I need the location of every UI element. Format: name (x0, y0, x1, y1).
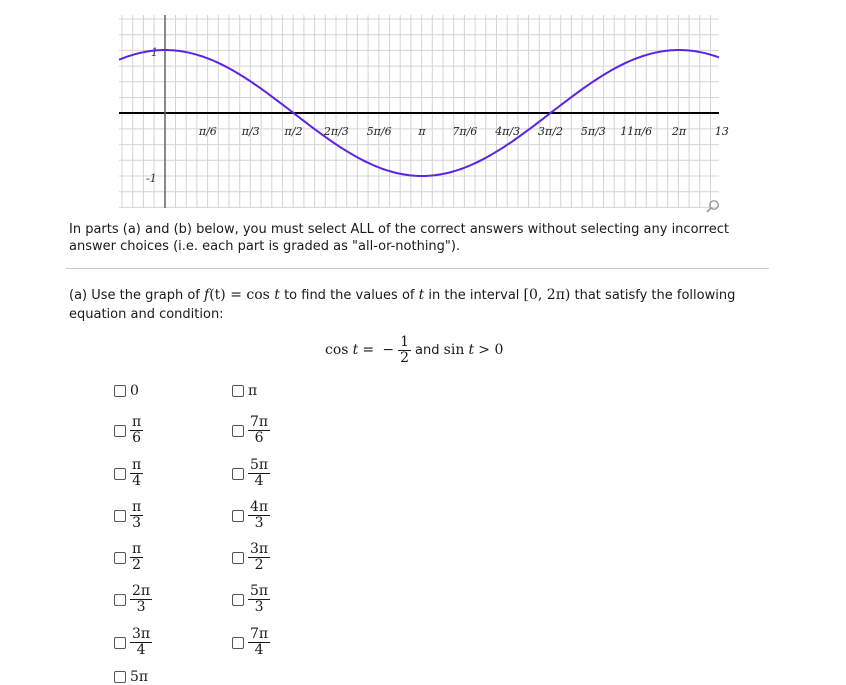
option-left-5[interactable] (114, 584, 152, 615)
x-tick-label: 2π/3 (323, 125, 349, 138)
question-prefix: (a) Use the graph of (69, 288, 200, 303)
option-fraction (248, 500, 270, 531)
option-denominator: 2 (254, 557, 264, 573)
question-interval-text: in the interval (424, 288, 524, 303)
option-checkbox[interactable] (114, 671, 126, 683)
option-denominator: 3 (136, 599, 146, 615)
option-left-4[interactable] (114, 542, 143, 573)
x-tick-label: π/2 (284, 125, 303, 138)
x-tick-label: 7π/6 (452, 125, 478, 138)
option-left-3[interactable] (114, 500, 143, 531)
question-mid: to find the values of (279, 288, 419, 303)
option-numerator: π (132, 414, 142, 430)
x-tick-label: 5π/6 (366, 125, 392, 138)
option-fraction (248, 458, 270, 489)
question-fn-eq: = cos (225, 287, 275, 303)
option-denominator: 3 (132, 515, 142, 531)
y-tick-label-neg1: -1 (146, 172, 157, 185)
option-right-1[interactable] (232, 415, 270, 446)
eq-sin: sin (443, 342, 465, 358)
option-checkbox[interactable] (232, 385, 244, 397)
question-interval: [0, 2π) (523, 287, 571, 303)
option-denominator: 4 (136, 642, 146, 658)
option-checkbox[interactable] (232, 425, 244, 437)
option-right-2[interactable] (232, 458, 270, 489)
option-checkbox[interactable] (232, 468, 244, 480)
equation (325, 328, 503, 372)
magnifier-icon[interactable] (707, 201, 718, 212)
option-checkbox[interactable] (114, 594, 126, 606)
x-tick-label: π/6 (198, 125, 217, 138)
option-checkbox[interactable] (114, 510, 126, 522)
option-value: π (248, 383, 258, 399)
option-denominator: 4 (132, 473, 142, 489)
option-left-7[interactable] (114, 669, 148, 685)
x-tick-label: 13 (714, 125, 729, 138)
eq-numerator: 1 (400, 333, 410, 350)
x-tick-label: 3π/2 (538, 125, 563, 138)
question-fn-arg: (t) (209, 287, 226, 303)
question-text (69, 286, 769, 324)
option-fraction (248, 415, 270, 446)
option-numerator: 2π (132, 583, 151, 599)
question-var: t (418, 287, 425, 303)
x-tick-label: π/3 (241, 125, 260, 138)
x-tick-label: 5π/3 (580, 125, 606, 138)
option-denominator: 4 (254, 473, 264, 489)
option-numerator: 3π (132, 626, 151, 642)
option-checkbox[interactable] (114, 468, 126, 480)
option-checkbox[interactable] (114, 637, 126, 649)
graph-grid (119, 15, 719, 208)
eq-equals: = (362, 342, 375, 358)
option-numerator: 3π (250, 541, 269, 557)
eq-and: and (415, 342, 440, 358)
option-left-2[interactable] (114, 458, 143, 489)
option-checkbox[interactable] (232, 510, 244, 522)
x-tick-label: 2π (671, 125, 687, 138)
option-numerator: π (132, 457, 142, 473)
option-right-4[interactable] (232, 542, 270, 573)
x-tick-label: π (418, 125, 426, 138)
option-fraction (248, 542, 270, 573)
x-tick-label: 11π/6 (620, 125, 653, 138)
option-denominator: 3 (254, 599, 264, 615)
y-tick-label-1: 1 (151, 46, 158, 59)
option-checkbox[interactable] (114, 385, 126, 397)
option-denominator: 6 (254, 430, 264, 446)
option-checkbox[interactable] (114, 425, 126, 437)
option-fraction (130, 627, 152, 658)
option-fraction (130, 415, 143, 446)
option-denominator: 6 (132, 430, 142, 446)
option-numerator: 5π (250, 457, 269, 473)
question-fn-var: t (274, 287, 280, 303)
eq-fraction (398, 335, 411, 366)
option-fraction (248, 584, 270, 615)
eq-gt: > 0 (478, 342, 504, 358)
option-right-3[interactable] (232, 500, 270, 531)
option-numerator: 4π (250, 499, 269, 515)
eq-cos: cos (325, 342, 349, 358)
option-fraction (130, 500, 143, 531)
option-checkbox[interactable] (232, 594, 244, 606)
eq-denominator: 2 (400, 349, 410, 366)
option-numerator: π (132, 499, 142, 515)
divider (66, 268, 769, 269)
option-fraction (130, 584, 152, 615)
option-left-0[interactable] (114, 383, 139, 399)
option-checkbox[interactable] (232, 552, 244, 564)
option-fraction (130, 458, 143, 489)
option-value: 0 (130, 383, 139, 399)
option-left-6[interactable] (114, 627, 152, 658)
option-right-5[interactable] (232, 584, 270, 615)
x-tick-labels (198, 125, 729, 138)
option-fraction (248, 627, 270, 658)
option-numerator: π (132, 541, 142, 557)
x-tick-label: 4π/3 (495, 125, 521, 138)
option-fraction (130, 542, 143, 573)
question-fn: f (204, 287, 210, 303)
instructions-text: In parts (a) and (b) below, you must select ALL of the correct answers without selecting any incorrect answer choices (i.e. each part is graded as "all-or-nothing"). (69, 222, 729, 254)
option-value: 5π (130, 669, 149, 685)
option-right-0[interactable] (232, 383, 257, 399)
cosine-graph (0, 0, 846, 215)
eq-sin-var: t (468, 342, 475, 358)
option-checkbox[interactable] (232, 637, 244, 649)
eq-var: t (352, 342, 359, 358)
eq-minus: − (382, 342, 395, 358)
option-denominator: 4 (254, 642, 264, 658)
option-numerator: 7π (250, 626, 269, 642)
option-denominator: 3 (254, 515, 264, 531)
option-checkbox[interactable] (114, 552, 126, 564)
option-right-6[interactable] (232, 627, 270, 658)
option-left-1[interactable] (114, 415, 143, 446)
option-denominator: 2 (132, 557, 142, 573)
option-numerator: 5π (250, 583, 269, 599)
question-suffix: that satisfy the following equation and condition: (69, 288, 736, 322)
option-numerator: 7π (250, 414, 269, 430)
